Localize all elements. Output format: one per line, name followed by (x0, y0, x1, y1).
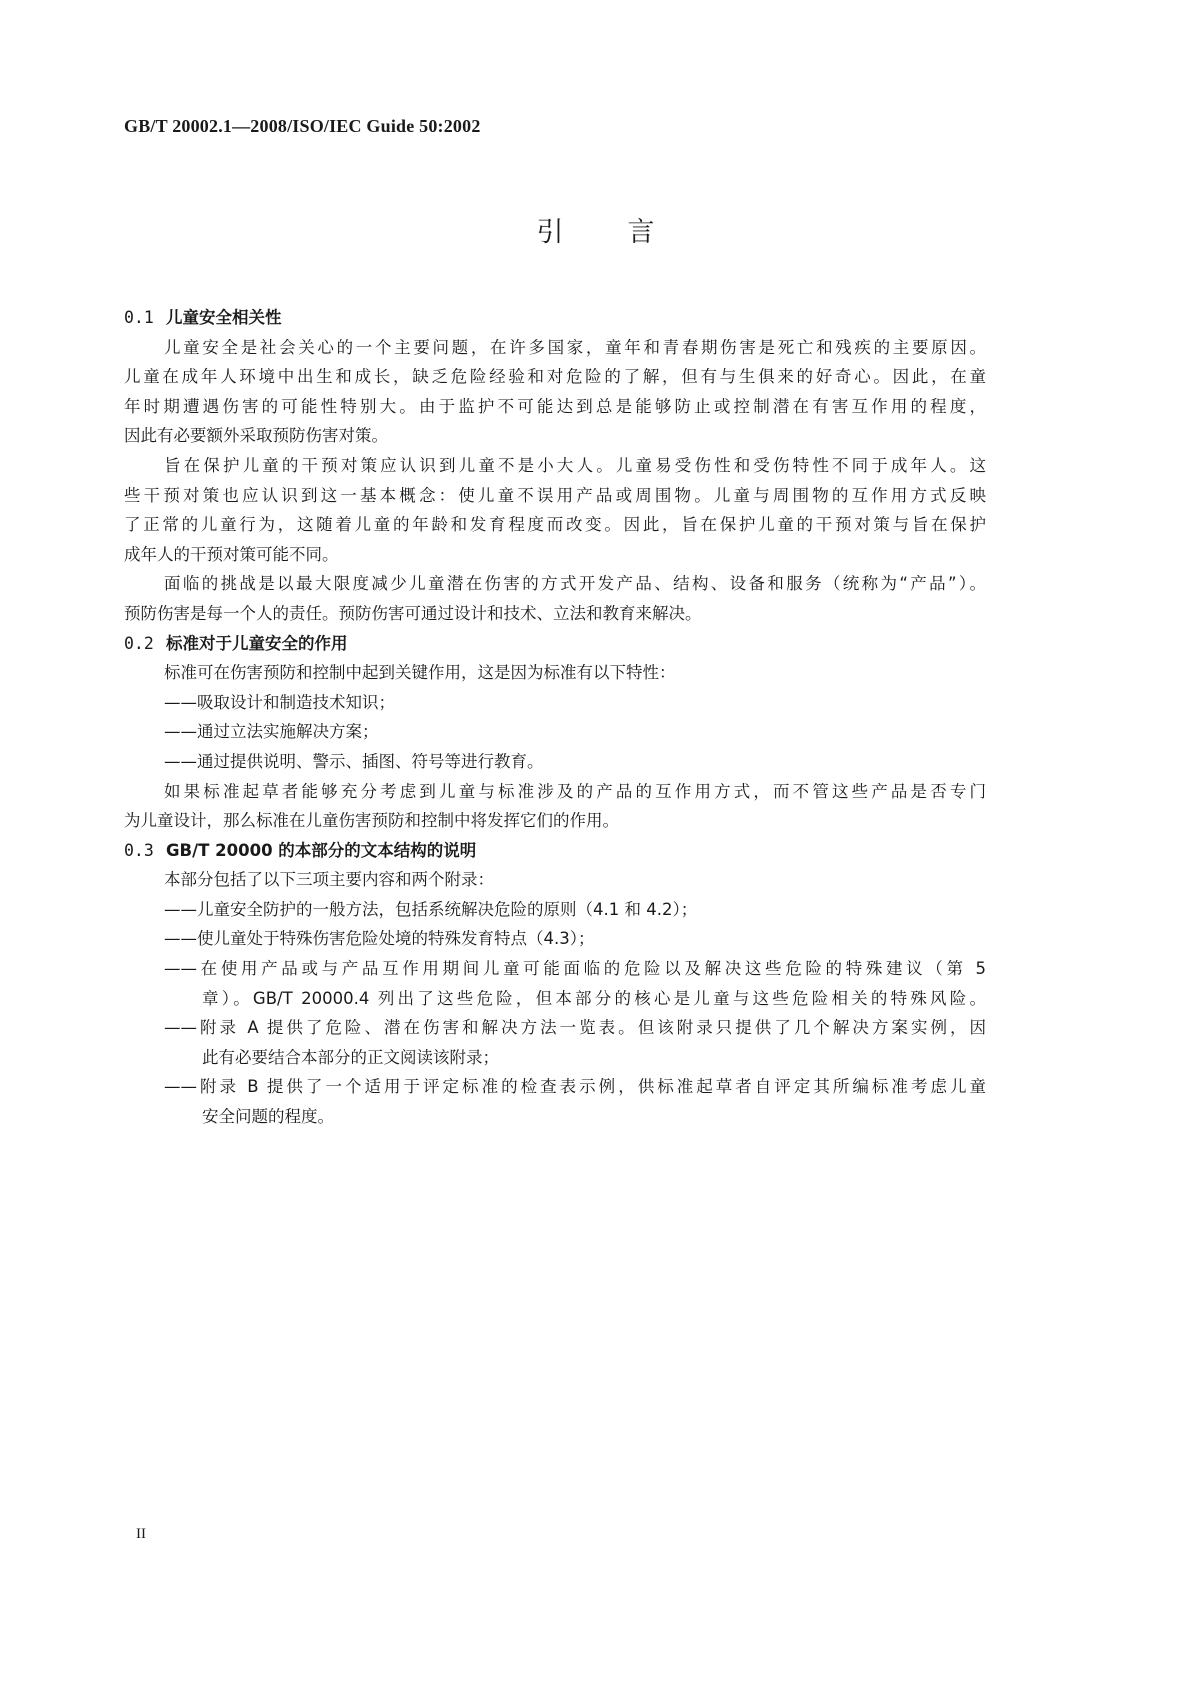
section-heading (124, 303, 986, 333)
section-number: 0.1 (124, 308, 154, 327)
section-title: 儿童安全相关性 (166, 308, 282, 327)
paragraph-line: 儿童安全是社会关心的一个主要问题，在许多国家，童年和青春期伤害是死亡和残疾的主要原因。 (164, 337, 986, 357)
list-item-continuation: 此有必要结合本部分的正文阅读该附录； (202, 1047, 499, 1067)
paragraph-line: 了正常的儿童行为，这随着儿童的年龄和发育程度而改变。因此，旨在保护儿童的干预对策与旨在保护 (124, 515, 986, 535)
page-title (0, 210, 1191, 249)
section-heading (124, 836, 986, 866)
list-item: ——儿童安全防护的一般方法，包括系统解决危险的原则（4.1 和 4.2）； (164, 899, 698, 919)
paragraph-line: 年时期遭遇伤害的可能性特别大。由于监护不可能达到总是能够防止或控制潜在有害互作用的程度， (124, 396, 986, 416)
paragraph-line: 如果标准起草者能够充分考虑到儿童与标准涉及的产品的互作用方式，而不管这些产品是否专门 (164, 781, 986, 801)
paragraph-line: 面临的挑战是以最大限度减少儿童潜在伤害的方式开发产品、结构、设备和服务（统称为“产品”）。 (164, 574, 986, 594)
list-item: ——通过立法实施解决方案； (164, 722, 379, 742)
list-item: ——使儿童处于特殊伤害危险处境的特殊发育特点（4.3）； (164, 929, 595, 949)
list-item: ——吸取设计和制造技术知识； (164, 692, 395, 712)
title-char: 言 (627, 217, 655, 248)
section-title: GB/T 20000 的本部分的文本结构的说明 (166, 840, 477, 860)
list-item-continuation: 章）。GB/T 20000.4 列出了这些危险，但本部分的核心是儿童与这些危险相关的特殊风险。 (202, 988, 986, 1008)
paragraph-line: 标准可在伤害预防和控制中起到关键作用，这是因为标准有以下特性： (164, 663, 676, 683)
paragraph-line: 些干预对策也应认识到这一基本概念：使儿童不误用产品或周围物。儿童与周围物的互作用方式反映 (124, 485, 986, 505)
section-number: 0.2 (124, 633, 154, 653)
page-number: II (136, 1526, 146, 1542)
paragraph-line: 儿童在成年人环境中出生和成长，缺乏危险经验和对危险的了解，但有与生俱来的好奇心。因此，在童 (124, 367, 986, 387)
paragraph-line: 为儿童设计，那么标准在儿童伤害预防和控制中将发挥它们的作用。 (124, 811, 619, 831)
list-item: ——在使用产品或与产品互作用期间儿童可能面临的危险以及解决这些危险的特殊建议（第 5 (164, 959, 986, 979)
title-char: 引 (536, 217, 564, 248)
paragraph-line: 预防伤害是每一个人的责任。预防伤害可通过设计和技术、立法和教育来解决。 (124, 603, 702, 623)
list-item-continuation: 安全问题的程度。 (202, 1107, 334, 1127)
list-item: ——附录 B 提供了一个适用于评定标准的检查表示例，供标准起草者自评定其所编标准考虑儿童 (164, 1077, 986, 1097)
paragraph-line: 成年人的干预对策可能不同。 (124, 544, 339, 564)
paragraph-line: 旨在保护儿童的干预对策应认识到儿童不是小大人。儿童易受伤性和受伤特性不同于成年人。这 (164, 455, 986, 475)
document-body (124, 303, 986, 1132)
section-heading (124, 629, 986, 659)
section-title: 标准对于儿童安全的作用 (166, 633, 348, 653)
list-item: ——附录 A 提供了危险、潜在伤害和解决方法一览表。但该附录只提供了几个解决方案实例，因 (164, 1018, 986, 1038)
list-item: ——通过提供说明、警示、插图、符号等进行教育。 (164, 751, 544, 771)
paragraph-line: 本部分包括了以下三项主要内容和两个附录： (164, 870, 494, 890)
paragraph-line: 因此有必要额外采取预防伤害对策。 (124, 426, 388, 446)
section-number: 0.3 (124, 840, 154, 860)
document-header: GB/T 20002.1—2008/ISO/IEC Guide 50:2002 (124, 116, 481, 136)
